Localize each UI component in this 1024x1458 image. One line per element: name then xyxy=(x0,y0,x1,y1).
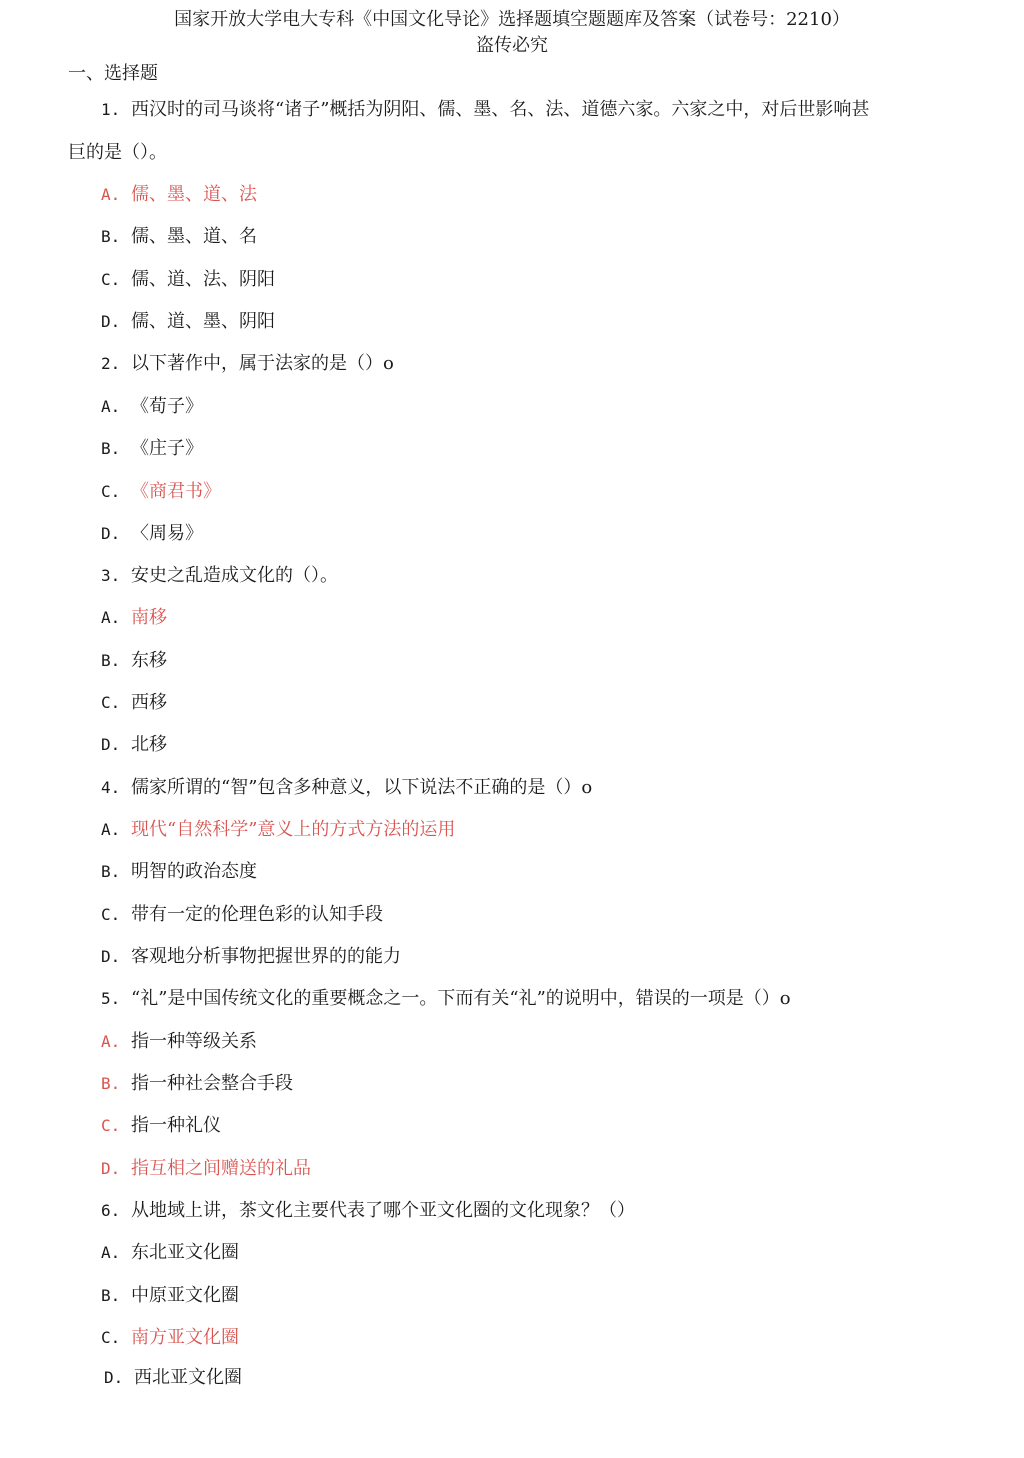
option-1a xyxy=(101,183,257,207)
option-label: D. xyxy=(101,312,121,331)
option-5d xyxy=(101,1157,311,1181)
option-3b xyxy=(101,649,167,673)
question-2 xyxy=(101,352,394,376)
option-text: 中原亚文化圈 xyxy=(131,1285,239,1306)
option-3d xyxy=(101,733,167,757)
option-4a xyxy=(101,818,455,842)
question-text: “礼”是中国传统文化的重要概念之一。下而有关“礼”的说明中，错误的一项是（）o xyxy=(131,988,791,1009)
option-3c xyxy=(101,691,167,715)
option-label: B. xyxy=(101,227,121,246)
option-label: B. xyxy=(101,862,121,881)
option-label: C. xyxy=(101,1328,121,1347)
section-heading: 一、选择题 xyxy=(68,63,158,84)
question-number: 2. xyxy=(101,354,121,373)
option-4d xyxy=(101,945,401,969)
option-2c xyxy=(101,480,221,504)
question-number: 5. xyxy=(101,989,121,1008)
option-label: B. xyxy=(101,439,121,458)
option-label: C. xyxy=(101,905,121,924)
option-text: 儒、墨、道、法 xyxy=(131,184,257,205)
option-label: D. xyxy=(101,947,121,966)
option-text: 儒、道、法、阴阳 xyxy=(131,269,275,290)
option-1b xyxy=(101,225,257,249)
option-label: A. xyxy=(101,608,121,627)
question-text: 以下著作中，属于法家的是（）o xyxy=(131,353,394,374)
option-text: 西移 xyxy=(131,692,167,713)
option-4b xyxy=(101,860,257,884)
option-5c xyxy=(101,1114,221,1138)
option-text: 儒、墨、道、名 xyxy=(131,226,257,247)
option-5b xyxy=(101,1072,293,1096)
question-3 xyxy=(101,564,338,588)
option-text: 儒、道、墨、阴阳 xyxy=(131,311,275,332)
option-text: 《荀子》 xyxy=(131,396,203,417)
option-label: A. xyxy=(101,1243,121,1262)
option-label: D. xyxy=(101,735,121,754)
option-6b xyxy=(101,1284,239,1308)
option-text: 指互相之间赠送的礼品 xyxy=(131,1158,311,1179)
option-4c xyxy=(101,903,383,927)
question-text: 儒家所谓的“智”包含多种意义，以下说法不正确的是（）o xyxy=(131,777,593,798)
option-3a xyxy=(101,606,167,630)
option-text: 《商君书》 xyxy=(131,481,221,502)
question-6 xyxy=(101,1199,635,1223)
option-text: 指一种礼仪 xyxy=(131,1115,221,1136)
option-text: 指一种等级关系 xyxy=(131,1031,257,1052)
option-label: D. xyxy=(101,524,121,543)
option-2d xyxy=(101,522,203,546)
question-number: 3. xyxy=(101,566,121,585)
question-text: 安史之乱造成文化的（）。 xyxy=(131,565,338,586)
document-title: 国家开放大学电大专科《中国文化导论》选择题填空题题库及答案（试卷号：2210） xyxy=(174,9,850,30)
option-text: 《庄子》 xyxy=(131,438,203,459)
option-text: 南方亚文化圈 xyxy=(131,1327,239,1348)
question-1 xyxy=(101,98,869,122)
question-5 xyxy=(101,987,791,1011)
option-label: A. xyxy=(101,820,121,839)
document-subtitle: 盗传必究 xyxy=(476,35,548,56)
option-6a xyxy=(101,1241,239,1265)
option-text: 北移 xyxy=(131,734,167,755)
option-label: A. xyxy=(101,1032,121,1051)
option-label: D. xyxy=(101,1159,121,1178)
option-text: 〈周易》 xyxy=(131,523,203,544)
question-4 xyxy=(101,776,592,800)
question-text: 西汉时的司马谈将“诸子”概括为阴阳、儒、墨、名、法、道德六家。六家之中，对后世影响甚 xyxy=(131,99,870,120)
option-text: 带有一定的伦理色彩的认知手段 xyxy=(131,904,383,925)
question-number: 6. xyxy=(101,1201,121,1220)
option-text: 明智的政治态度 xyxy=(131,861,257,882)
option-6d xyxy=(104,1366,242,1390)
option-label: D. xyxy=(104,1368,124,1387)
question-1-continuation: 巨的是（）。 xyxy=(68,142,167,163)
option-text: 现代“自然科学”意义上的方式方法的运用 xyxy=(131,819,456,840)
option-text: 东移 xyxy=(131,650,167,671)
option-2b xyxy=(101,437,203,461)
option-1d xyxy=(101,310,275,334)
option-text: 指一种社会整合手段 xyxy=(131,1073,293,1094)
option-1c xyxy=(101,268,275,292)
option-label: B. xyxy=(101,1074,121,1093)
question-number: 4. xyxy=(101,778,121,797)
option-label: C. xyxy=(101,693,121,712)
question-number: 1. xyxy=(101,100,121,119)
option-label: A. xyxy=(101,185,121,204)
option-label: C. xyxy=(101,482,121,501)
option-6c xyxy=(101,1326,239,1350)
option-2a xyxy=(101,395,203,419)
option-label: C. xyxy=(101,270,121,289)
option-label: A. xyxy=(101,397,121,416)
option-text: 客观地分析事物把握世界的的能力 xyxy=(131,946,401,967)
option-text: 西北亚文化圈 xyxy=(134,1367,242,1388)
option-text: 东北亚文化圈 xyxy=(131,1242,239,1263)
option-label: C. xyxy=(101,1116,121,1135)
question-text: 从地域上讲，茶文化主要代表了哪个亚文化圈的文化现象？（） xyxy=(131,1200,635,1221)
option-label: B. xyxy=(101,1286,121,1305)
option-text: 南移 xyxy=(131,607,167,628)
option-label: B. xyxy=(101,651,121,670)
option-5a xyxy=(101,1030,257,1054)
